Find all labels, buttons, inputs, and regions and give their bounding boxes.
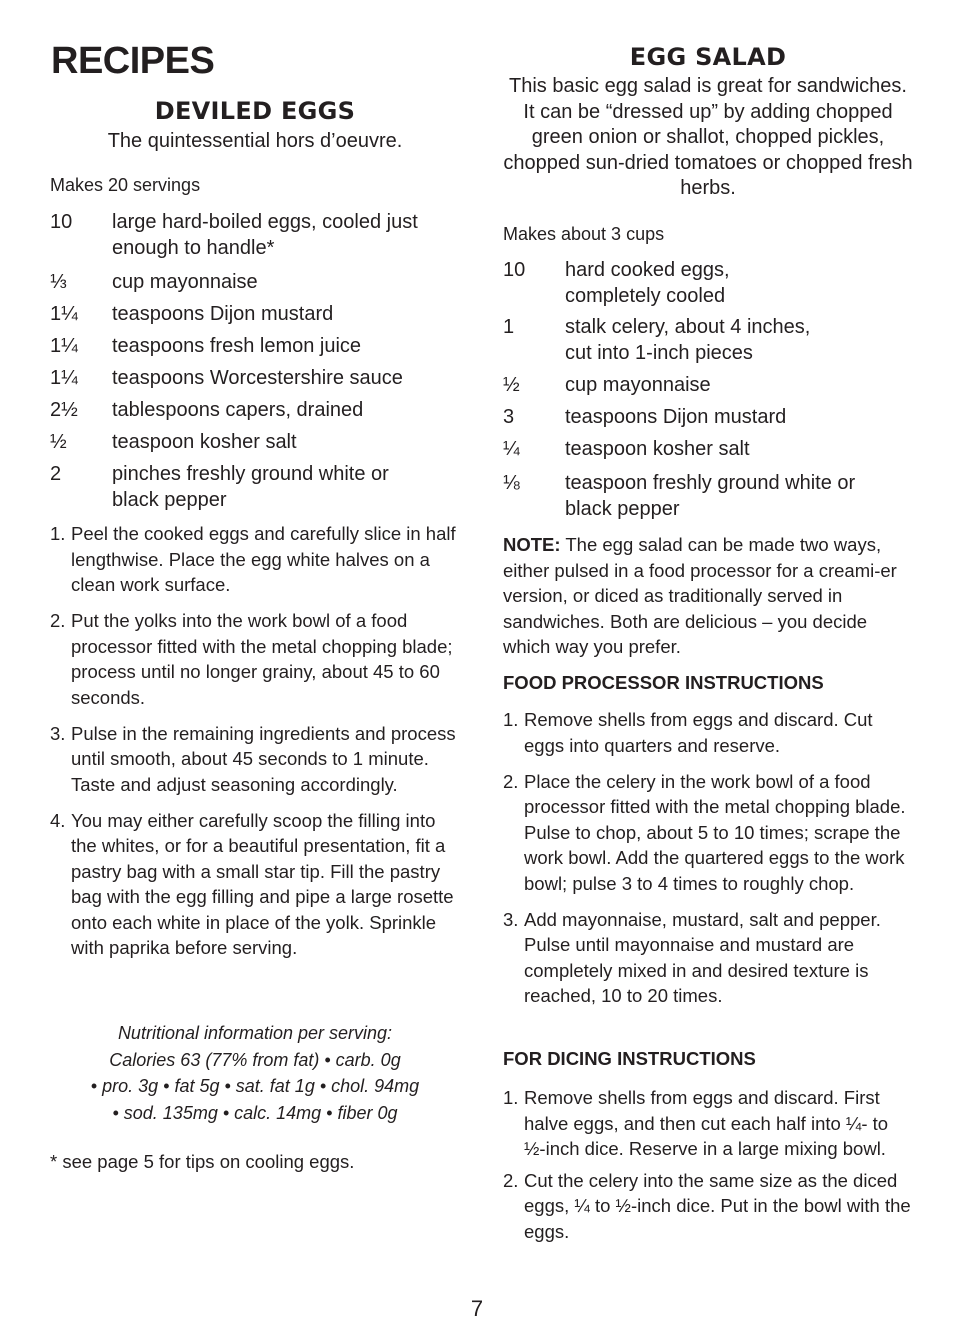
ingredient-row xyxy=(503,315,913,366)
ingredient-text: teaspoons Dijon mustard xyxy=(112,303,334,325)
deviled-eggs-ingredients xyxy=(50,210,460,513)
step-text: Place the celery in the work bowl of a food processor fitted with the metal chopping blade. Pulse to chop, about 5 to 10 times; scrape the work bowl. Add the quartered eggs to the work bowl; pulse 3 to 4 times to roughly chop. xyxy=(524,770,906,894)
ingredient-row xyxy=(50,430,460,456)
step-text: Cut the celery into the same size as the diced eggs, ¼ to ½-inch dice. Put in the bowl with the eggs. xyxy=(524,1169,911,1242)
ingredient-qty: 2½ xyxy=(50,399,78,421)
ingredient-qty: 3 xyxy=(503,405,515,428)
ingredient-qty: 1¼ xyxy=(50,335,78,357)
dicing-steps xyxy=(503,1085,913,1244)
ingredient-qty: 1¼ xyxy=(50,303,78,325)
ingredient-row xyxy=(503,373,913,399)
step-text: Pulse in the remaining ingredients and process until smooth, about 45 seconds to 1 minute. Taste and adjust seasoning accordingly. xyxy=(71,722,456,795)
step-item xyxy=(50,521,460,598)
ingredient-qty: ½ xyxy=(503,373,520,396)
ingredient-text: stalk celery, about 4 inches, cut into 1-inch pieces xyxy=(565,316,811,364)
step-item xyxy=(50,808,460,961)
nutrition-info xyxy=(50,1020,460,1126)
nutrition-line: Nutritional information per serving: xyxy=(117,1023,393,1043)
ingredient-text: tablespoons capers, drained xyxy=(112,399,364,421)
step-text: Put the yolks into the work bowl of a food processor fitted with the metal chopping blade; process until no longer grainy, about 45 to 60 seconds. xyxy=(71,610,453,708)
step-item xyxy=(50,608,460,710)
step-item xyxy=(503,707,913,758)
ingredient-row xyxy=(50,366,460,392)
ingredient-row xyxy=(50,334,460,360)
step-text: Peel the cooked eggs and carefully slice in half lengthwise. Place the egg white halves on a clean work surface. xyxy=(71,523,456,595)
ingredient-qty: 10 xyxy=(503,259,526,281)
ingredient-row xyxy=(503,471,913,522)
page-number: 7 xyxy=(470,1296,484,1321)
ingredient-text: teaspoons Worcestershire sauce xyxy=(112,367,403,389)
step-number: 1. xyxy=(503,1087,519,1108)
ingredient-text: teaspoon kosher salt xyxy=(565,437,750,460)
step-item xyxy=(503,769,913,897)
step-number: 1. xyxy=(503,709,519,730)
egg-salad-yield: Makes about 3 cups xyxy=(503,224,665,244)
food-processor-heading: FOOD PROCESSOR INSTRUCTIONS xyxy=(503,672,824,693)
ingredient-row xyxy=(50,210,460,261)
ingredient-text: cup mayonnaise xyxy=(565,373,711,396)
egg-salad-intro: This basic egg salad is great for sandwiches. It can be “dressed up” by adding chopped green onion or shallot, chopped pickles, chopped sun-dried tomatoes or chopped fresh herbs. xyxy=(503,75,913,199)
deviled-eggs-yield: Makes 20 servings xyxy=(50,175,201,195)
ingredient-text: pinches freshly ground white or black pepper xyxy=(112,463,389,511)
ingredient-text: large hard-boiled eggs, cooled just enough to handle* xyxy=(112,211,418,259)
ingredient-text: teaspoon freshly ground white or black pepper xyxy=(565,472,856,520)
deviled-eggs-intro: The quintessential hors d’oeuvre. xyxy=(107,130,403,152)
ingredient-qty: ⅓ xyxy=(50,271,67,293)
egg-salad-title: EGG SALAD xyxy=(629,43,787,71)
ingredient-row xyxy=(50,302,460,328)
ingredient-row xyxy=(503,405,913,431)
step-text: Remove shells from eggs and discard. Cut eggs into quarters and reserve. xyxy=(524,709,873,756)
step-number: 2. xyxy=(50,610,66,631)
step-number: 4. xyxy=(50,809,66,831)
step-text: Remove shells from eggs and discard. First halve eggs, and then cut each half into ¼- to ½-inch dice. Reserve in a large mixing bowl. xyxy=(524,1087,889,1159)
ingredient-qty: ½ xyxy=(50,431,67,453)
step-number: 3. xyxy=(50,722,66,744)
ingredient-text: cup mayonnaise xyxy=(112,271,258,293)
food-processor-steps xyxy=(503,707,913,1009)
footnote: * see page 5 for tips on cooling eggs. xyxy=(50,1151,355,1172)
step-number: 3. xyxy=(503,908,519,930)
step-item xyxy=(503,1168,913,1245)
ingredient-row xyxy=(50,462,460,513)
ingredient-row xyxy=(503,258,913,309)
ingredient-text: teaspoons Dijon mustard xyxy=(565,405,787,428)
ingredient-qty: 1¼ xyxy=(50,367,78,389)
nutrition-line: Calories 63 (77% from fat) • carb. 0g xyxy=(109,1049,401,1070)
ingredient-row xyxy=(50,398,460,424)
nutrition-line: • pro. 3g • fat 5g • sat. fat 1g • chol. 94mg xyxy=(90,1076,420,1096)
ingredient-qty: 10 xyxy=(50,211,73,233)
deviled-eggs-title: DEVILED EGGS xyxy=(154,97,356,125)
deviled-eggs-steps xyxy=(50,521,460,961)
ingredient-qty: 1 xyxy=(503,316,515,338)
step-item xyxy=(503,907,913,1009)
ingredient-qty: ⅛ xyxy=(503,472,520,494)
ingredient-text: teaspoons fresh lemon juice xyxy=(112,335,362,357)
step-number: 2. xyxy=(503,1169,519,1191)
nutrition-line: • sod. 135mg • calc. 14mg • fiber 0g xyxy=(112,1102,398,1123)
step-item xyxy=(503,1085,913,1162)
ingredient-row xyxy=(503,437,913,463)
ingredient-row xyxy=(50,270,460,296)
ingredient-text: hard cooked eggs, completely cooled xyxy=(565,259,730,307)
page-title: RECIPES xyxy=(51,40,215,82)
note-label: NOTE: xyxy=(503,534,561,555)
note-text: The egg salad can be made two ways, either pulsed in a food processor for a creami-er version, or diced as traditionally served in sandwiches. Both are delicious – you decide which way you prefer. xyxy=(503,534,897,657)
egg-salad-ingredients xyxy=(503,258,913,522)
step-number: 2. xyxy=(503,770,519,792)
step-item xyxy=(50,721,460,798)
step-text: Add mayonnaise, mustard, salt and pepper. Pulse until mayonnaise and mustard are completely mixed in and desired texture is reached, 10 to 20 times. xyxy=(524,908,881,1006)
ingredient-qty: 2 xyxy=(50,463,62,485)
step-number: 1. xyxy=(50,523,66,544)
egg-salad-note xyxy=(503,532,907,660)
step-text: You may either carefully scoop the filling into the whites, or for a beautiful presentation, fit a pastry bag with a small star tip. Fill the pastry bag with the egg filling and pipe a large rosette onto each white in place of the yolk. Sprinkle with paprika before serving. xyxy=(71,809,454,958)
ingredient-text: teaspoon kosher salt xyxy=(112,431,297,453)
dicing-heading: FOR DICING INSTRUCTIONS xyxy=(503,1048,756,1069)
ingredient-qty: ¼ xyxy=(503,437,520,460)
